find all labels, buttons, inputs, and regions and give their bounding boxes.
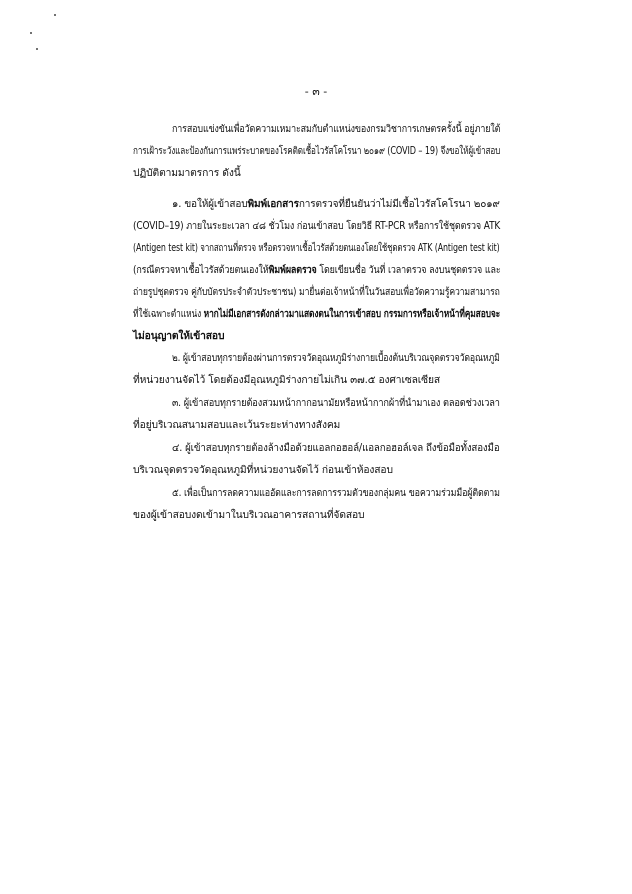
item-1-line-6 <box>133 307 500 321</box>
item-3-line-1: ๓. ผู้เข้าสอบทุกรายต้องสวมหน้ากากอนามัยหรือหน้ากากผ้าที่นำมาเอง ตลอดช่วงเวลา <box>172 397 500 409</box>
item-1-text: โดยเขียนชื่อ วันที่ เวลาตรวจ ลงบนชุดตรวจ และ <box>316 264 501 276</box>
item-1-line-4 <box>133 263 501 277</box>
item-4-line-2: บริเวณจุดตรวจวัดอุณหภูมิที่หน่วยงานจัดไว้ ก่อนเข้าห้องสอบ <box>133 464 393 476</box>
item-1-line-2: (COVID–19) ภายในระยะเวลา ๔๘ ชั่วโมง ก่อนเข้าสอบ โดยวิธี RT-PCR หรือการใช้ชุดตรวจ ATK <box>133 220 501 232</box>
item-5-line-2: ของผู้เข้าสอบงดเข้ามาในบริเวณอาคารสถานที่จัดสอบ <box>133 509 365 521</box>
item-4-line-1: ๔. ผู้เข้าสอบทุกรายต้องล้างมือด้วยแอลกอฮอล์/แอลกอฮอล์เจล ถึงข้อมือทั้งสองมือ <box>172 442 500 454</box>
item-1-text: การตรวจที่ยืนยันว่าไม่มีเชื้อไวรัสโคโรนา ๒๐๑๙ <box>298 198 500 210</box>
item-2-line-1: ๒. ผู้เข้าสอบทุกรายต้องผ่านการตรวจวัดอุณหภูมิร่างกายเบื้องต้นบริเวณจุดตรวจวัดอุณหภูมิ <box>172 352 500 364</box>
item-5-line-1: ๕. เพื่อเป็นการลดความแออัดและการลดการรวมตัวของกลุ่มคน ขอความร่วมมือผู้ติดตาม <box>172 487 500 499</box>
item-2-line-2: ที่หน่วยงานจัดไว้ โดยต้องมีอุณหภูมิร่างกายไม่เกิน ๓๗.๕ องศาเซลเซียส <box>133 374 441 386</box>
item-1-bold-warning: หากไม่มีเอกสารดังกล่าวมาแสดงตนในการเข้าสอบ กรรมการหรือเจ้าหน้าที่คุมสอบจะ <box>203 308 501 320</box>
item-1-line-3: (Antigen test kit) จากสถานที่ตรวจ หรือตรวจหาเชื้อไวรัสด้วยตนเองโดยใช้ชุดตรวจ ATK (Antigen test kit) <box>133 242 500 254</box>
item-1-text: ที่ใช้เฉพาะตำแหน่ง <box>133 308 204 320</box>
item-3-line-2: ที่อยู่บริเวณสนามสอบและเว้นระยะห่างทางสังคม <box>133 419 341 431</box>
item-1-bold-print-result: พิมพ์ผลตรวจ <box>268 264 317 276</box>
item-1-text: (กรณีตรวจหาเชื้อไวรัสด้วยตนเองให้ <box>133 264 269 276</box>
item-1-bold-print-document: พิมพ์เอกสาร <box>247 198 299 210</box>
intro-line-1: การสอบแข่งขันเพื่อวัดความเหมาะสมกับตำแหน่งของกรมวิชาการเกษตรครั้งนี้ อยู่ภายใต้ <box>172 123 501 135</box>
item-1-line-7: ไม่อนุญาตให้เข้าสอบ <box>133 330 225 342</box>
scan-speck <box>30 32 32 34</box>
intro-line-3: ปฏิบัติตามมาตรการ ดังนี้ <box>133 167 241 179</box>
scan-speck <box>36 48 38 50</box>
intro-line-2: การเฝ้าระวังและป้องกันการแพร่ระบาดของโรคติดเชื้อไวรัสโคโรนา ๒๐๑๙ (COVID – 19) จึงขอให้ผู้เข้าสอบ <box>133 145 501 157</box>
scan-speck <box>54 14 56 16</box>
item-1-line-5: ถ่ายรูปชุดตรวจ คู่กับบัตรประจำตัวประชาชน) มายื่นต่อเจ้าหน้าที่ในวันสอบเพื่อวัดความรู้ความสามารถ <box>133 286 500 298</box>
page-number: - ๓ - <box>304 85 328 98</box>
item-1-line-1 <box>172 197 500 211</box>
item-1-text: ๑. ขอให้ผู้เข้าสอบ <box>172 198 248 210</box>
